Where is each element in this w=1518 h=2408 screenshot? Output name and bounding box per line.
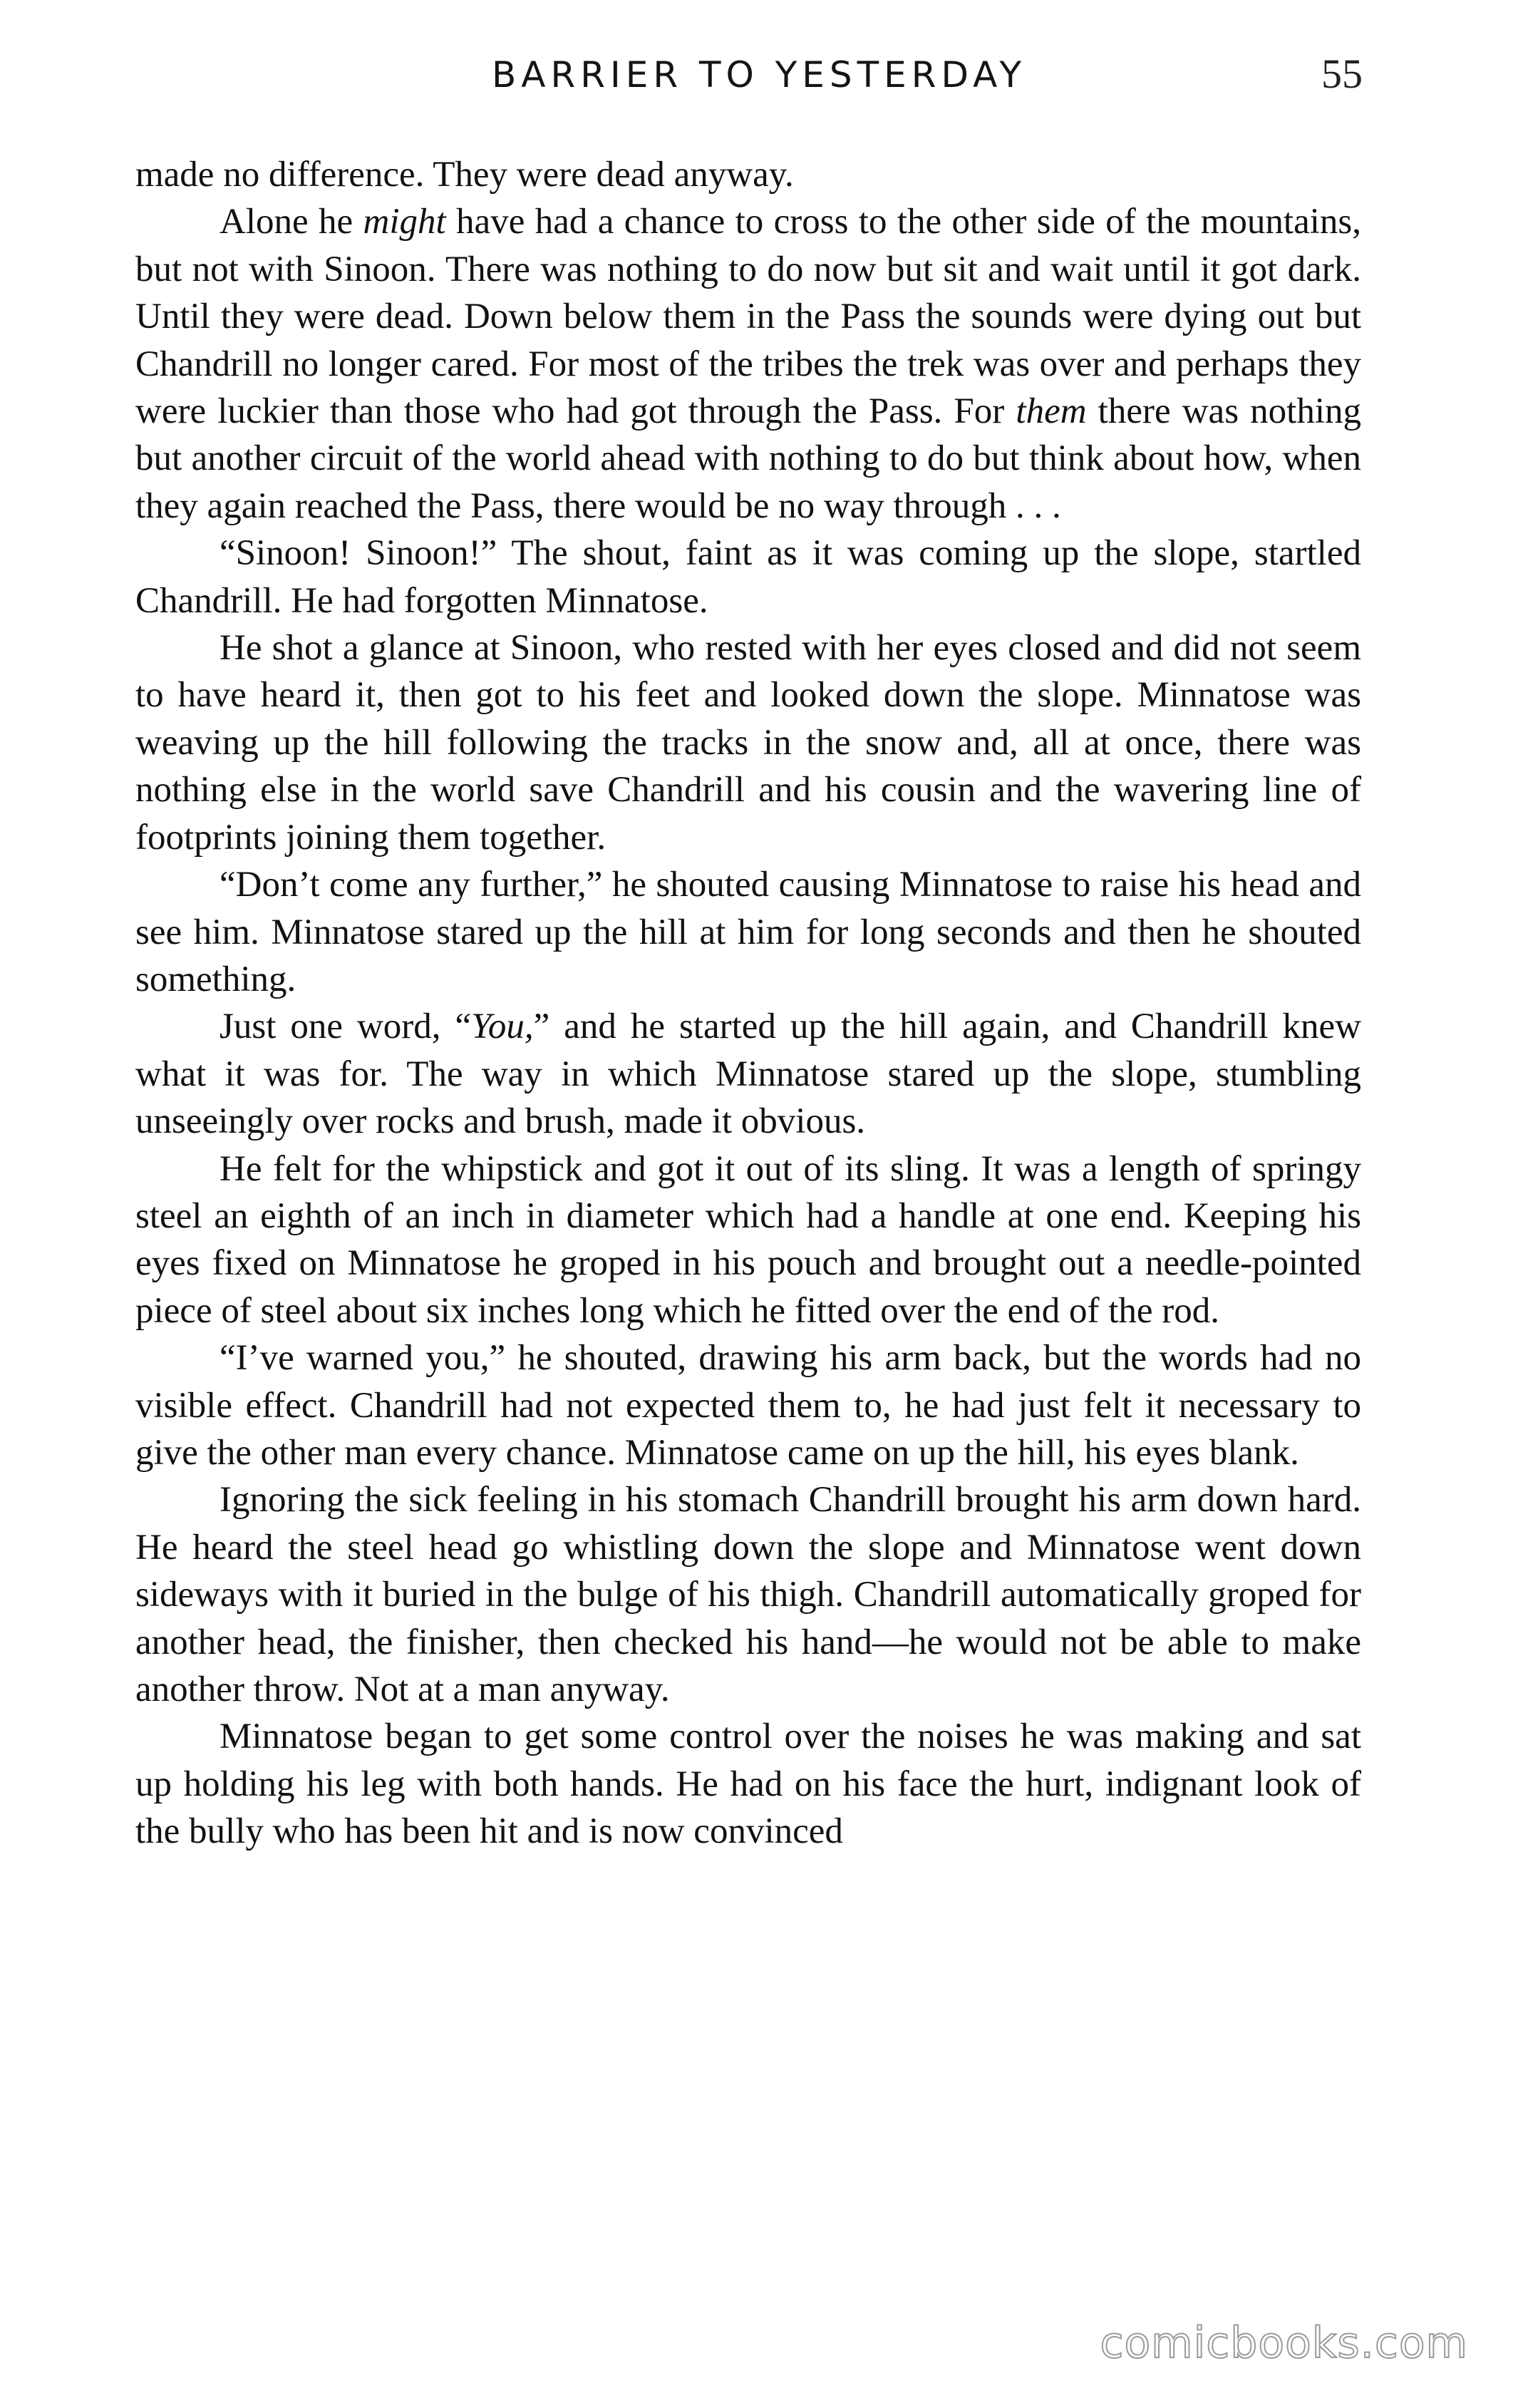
text-run: Ignoring the sick feeling in his stomach Chandrill brought his arm down hard. He heard the steel head go whistling down the slope and Minnatose went down sideways with it buried in the bulge of his thigh. Chandrill automatically groped for another head, the finisher, then checked his hand—he would not be able to make another throw. Not at a man anyway. bbox=[135, 1480, 1361, 1709]
paragraph bbox=[135, 1334, 1361, 1476]
text-run: He shot a glance at Sinoon, who rested with her eyes closed and did not seem to have heard it, then got to his feet and looked down the slope. Minnatose was weaving up the hill following the tracks in the snow and, all at once, there was nothing else in the world save Chandrill and his cousin and the wavering line of footprints joining them together. bbox=[135, 628, 1361, 858]
text-run: Minnatose began to get some control over the noises he was making and sat up holding his leg with both hands. He had on his face the hurt, indignant look of the bully who has been hit and is now convinced bbox=[135, 1717, 1361, 1852]
text-run: made no difference. They were dead anyway. bbox=[135, 155, 794, 195]
text-run: there was nothing but another circuit of the world ahead with nothing to do but think about how, when they again reached the Pass, there would be no way through . . . bbox=[135, 391, 1361, 526]
running-head bbox=[0, 50, 1518, 107]
text-run: “I’ve warned you,” he shouted, drawing his arm back, but the words had no visible effect. Chandrill had not expected them to, he had just felt it necessary to give the other man every chance. Minnatose came on up the hill, his eyes blank. bbox=[135, 1338, 1361, 1473]
italic-text: them bbox=[1016, 391, 1087, 432]
paragraph bbox=[135, 530, 1361, 624]
body-text bbox=[135, 151, 1361, 1856]
italic-text: might bbox=[363, 202, 446, 242]
text-run: ” and he started up the hill again, and Chandrill knew what it was for. The way in which Minnatose stared up the slope, stumbling unseeingly over rocks and brush, made it obvious. bbox=[135, 1007, 1362, 1142]
paragraph bbox=[135, 198, 1361, 530]
running-title: BARRIER TO YESTERDAY bbox=[492, 54, 1026, 96]
watermark-logo: comicbooks.com bbox=[1100, 2318, 1468, 2368]
text-run: “Don’t come any further,” he shouted causing Minnatose to raise his head and see him. Minnatose stared up the hill at him for long seconds and then he shouted something. bbox=[135, 865, 1361, 999]
page-number: 55 bbox=[1321, 51, 1363, 97]
paragraph bbox=[135, 1146, 1361, 1335]
paragraph bbox=[135, 151, 1361, 198]
paragraph bbox=[135, 1476, 1361, 1713]
text-run: He felt for the whipstick and got it out of its sling. It was a length of springy steel an eighth of an inch in diameter which had a handle at one end. Keeping his eyes fixed on Minnatose he groped in his pouch and brought out a needle-pointed piece of steel about six inches long which he fitted over the end of the rod. bbox=[135, 1148, 1361, 1331]
text-run: Just one word, “ bbox=[220, 1007, 472, 1047]
paragraph bbox=[135, 1003, 1361, 1145]
text-run: have had a chance to cross to the other side of the mountains, but not with Sinoon. There was nothing to do now but sit and wait until it got dark. Until they were dead. Down below them in the Pass the sounds were dying out but Chandrill no longer cared. For most of the tribes the trek was over and perhaps they were luckier than those who had got through the Pass. For bbox=[135, 202, 1361, 432]
italic-text: You, bbox=[471, 1007, 534, 1047]
text-run: Alone he bbox=[220, 202, 363, 242]
text-run: “Sinoon! Sinoon!” The shout, faint as it was coming up the slope, startled Chandrill. He had forgotten Minnatose. bbox=[135, 533, 1361, 621]
paragraph bbox=[135, 624, 1361, 861]
paragraph bbox=[135, 1713, 1361, 1855]
paragraph bbox=[135, 861, 1361, 1003]
